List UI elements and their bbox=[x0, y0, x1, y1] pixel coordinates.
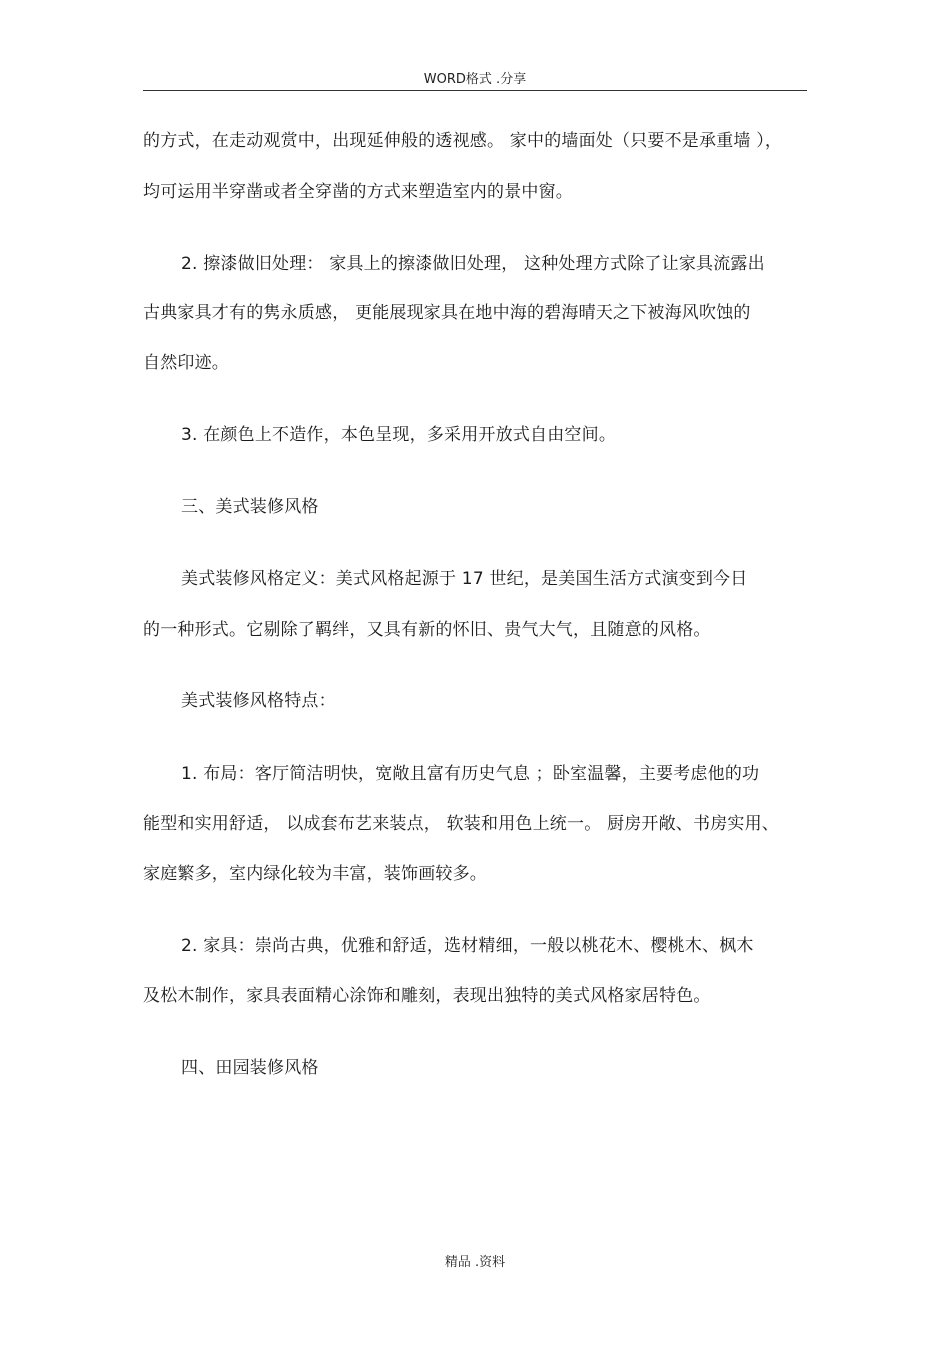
body-line-8: 美式装修风格定义：美式风格起源于 17 世纪，是美国生活方式演变到今日 bbox=[181, 569, 748, 589]
body-line-12: 能型和实用舒适， 以成套布艺来装点， 软装和用色上统一。 厨房开敞、书房实用、 bbox=[143, 814, 780, 834]
body-line-9: 的一种形式。它剔除了羁绊，又具有新的怀旧、贵气大气，且随意的风格。 bbox=[143, 620, 711, 640]
page-header: WORD格式 .分享 bbox=[423, 72, 527, 87]
body-line-6: 3. 在颜色上不造作，本色呈现，多采用开放式自由空间。 bbox=[181, 425, 617, 445]
body-line-5: 自然印迹。 bbox=[143, 353, 229, 373]
section-heading-american: 三、美式装修风格 bbox=[181, 497, 319, 517]
body-line-3: 2. 擦漆做旧处理： 家具上的擦漆做旧处理， 这种处理方式除了让家具流露出 bbox=[181, 254, 765, 274]
page-footer: 精品 .资料 bbox=[444, 1255, 506, 1270]
body-line-11: 1. 布局：客厅简洁明快，宽敞且富有历史气息 ；卧室温馨，主要考虑他的功 bbox=[181, 764, 760, 784]
body-line-15: 及松木制作，家具表面精心涂饰和雕刻，表现出独特的美式风格家居特色。 bbox=[143, 986, 711, 1006]
body-line-13: 家庭繁多，室内绿化较为丰富，装饰画较多。 bbox=[143, 864, 487, 884]
body-line-1: 的方式，在走动观赏中，出现延伸般的透视感。 家中的墙面处（只要不是承重墙 ）， bbox=[143, 131, 783, 151]
header-divider bbox=[143, 90, 807, 91]
body-line-4: 古典家具才有的隽永质感， 更能展现家具在地中海的碧海晴天之下被海风吹蚀的 bbox=[143, 303, 751, 323]
body-line-2: 均可运用半穿凿或者全穿凿的方式来塑造室内的景中窗。 bbox=[143, 182, 573, 202]
body-line-10: 美式装修风格特点： bbox=[181, 691, 336, 711]
section-heading-pastoral: 四、田园装修风格 bbox=[181, 1058, 319, 1078]
body-line-14: 2. 家具：崇尚古典，优雅和舒适，选材精细，一般以桃花木、樱桃木、枫木 bbox=[181, 936, 754, 956]
